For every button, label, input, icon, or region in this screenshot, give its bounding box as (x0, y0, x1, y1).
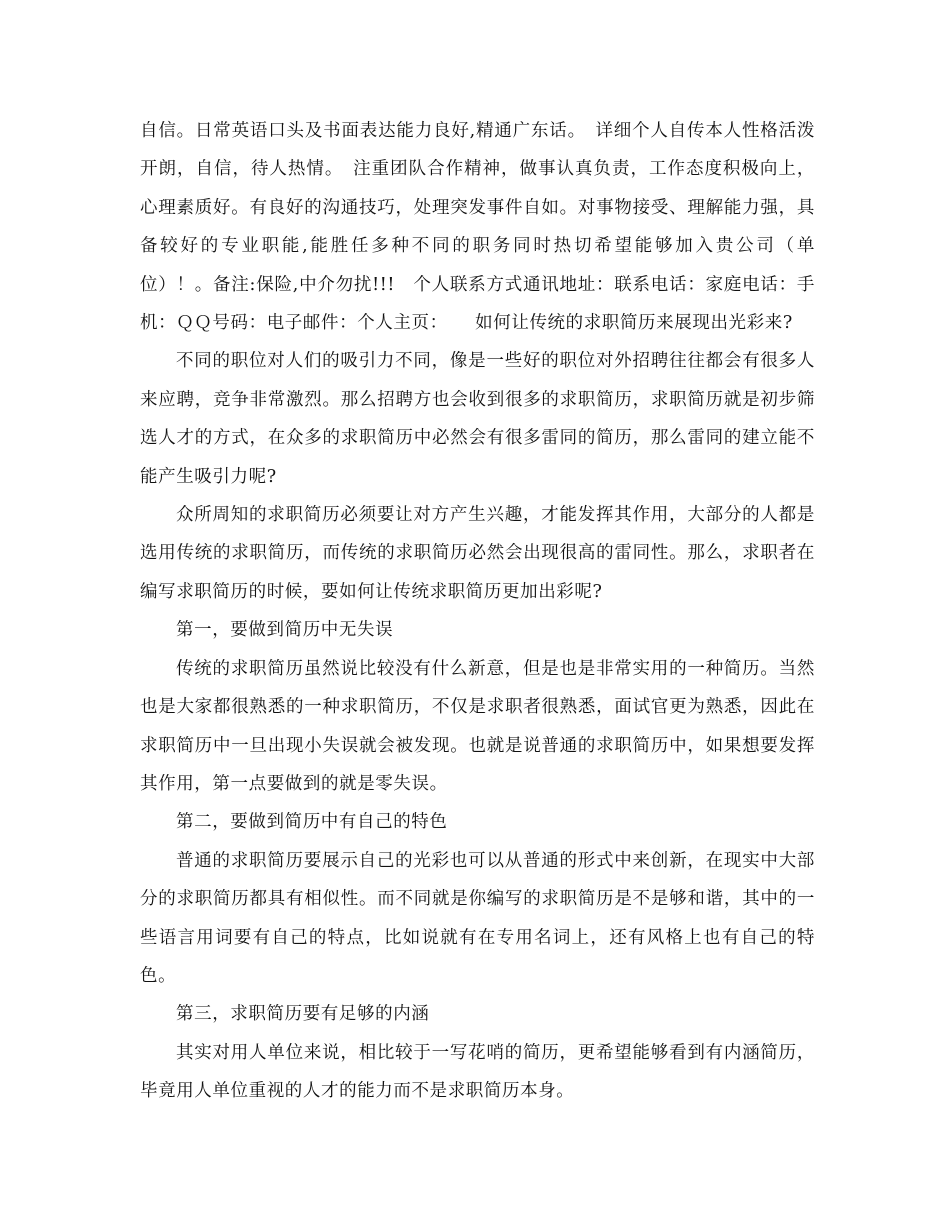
document-page (140, 112, 852, 1111)
heading-first-point: 第一，要做到简历中无失误 (176, 620, 394, 641)
heading-second-point: 第二，要做到简历中有自己的特色 (176, 812, 448, 833)
paragraph-personal-info: 自信。日常英语口头及书面表达能力良好,精通广东话。 详细个人自传本人性格活泼开朗，自信，待人热情。 注重团队合作精神，做事认真负责，工作态度积极向上，心理素质好。有良好的沟通技巧，处理突发事件自如。对事物接受、理解能力强，具备较好的专业职能,能胜任多种不同的职务同时热切希望能够加入贵公司（单位）！。备注:保险,中介勿扰!!! 个人联系方式通讯地址：联系电话：家庭电话：手 机：ＱＱ号码：电子邮件：个人主页： 如何让传统的求职简历来展现出光彩来? (140, 121, 852, 334)
paragraph-no-mistakes: 传统的求职简历虽然说比较没有什么新意，但是也是非常实用的一种简历。当然也是大家都很熟悉的一种求职简历，不仅是求职者很熟悉，面试官更为熟悉，因此在求职简历中一旦出现小失误就会被发现。也就是说普通的求职简历中，如果想要发挥其作用，第一点要做到的就是零失误。 (140, 658, 815, 794)
paragraph-interest: 众所周知的求职简历必须要让对方产生兴趣，才能发挥其作用，大部分的人都是选用传统的求职简历，而传统的求职简历必然会出现很高的雷同性。那么，求职者在编写求职简历的时候，要如何让传统求职简历更加出彩呢? (140, 505, 815, 602)
paragraph-own-features: 普通的求职简历要展示自己的光彩也可以从普通的形式中来创新，在现实中大部分的求职简历都具有相似性。而不同就是你编写的求职简历是不是够和谐，其中的一些语言用词要有自己的特点，比如说就有在专用名词上，还有风格上也有自己的特色。 (140, 850, 815, 986)
paragraph-substance: 其实对用人单位来说，相比较于一写花哨的简历，更希望能够看到有内涵简历，毕竟用人单位重视的人才的能力而不是求职简历本身。 (140, 1042, 815, 1102)
heading-third-point: 第三，求职简历要有足够的内涵 (176, 1004, 430, 1025)
paragraph-attraction: 不同的职位对人们的吸引力不同，像是一些好的职位对外招聘往往都会有很多人来应聘，竞争非常激烈。那么招聘方也会收到很多的求职简历，求职简历就是初步筛选人才的方式，在众多的求职简历中必然会有很多雷同的简历，那么雷同的建立能不能产生吸引力呢? (140, 351, 815, 487)
